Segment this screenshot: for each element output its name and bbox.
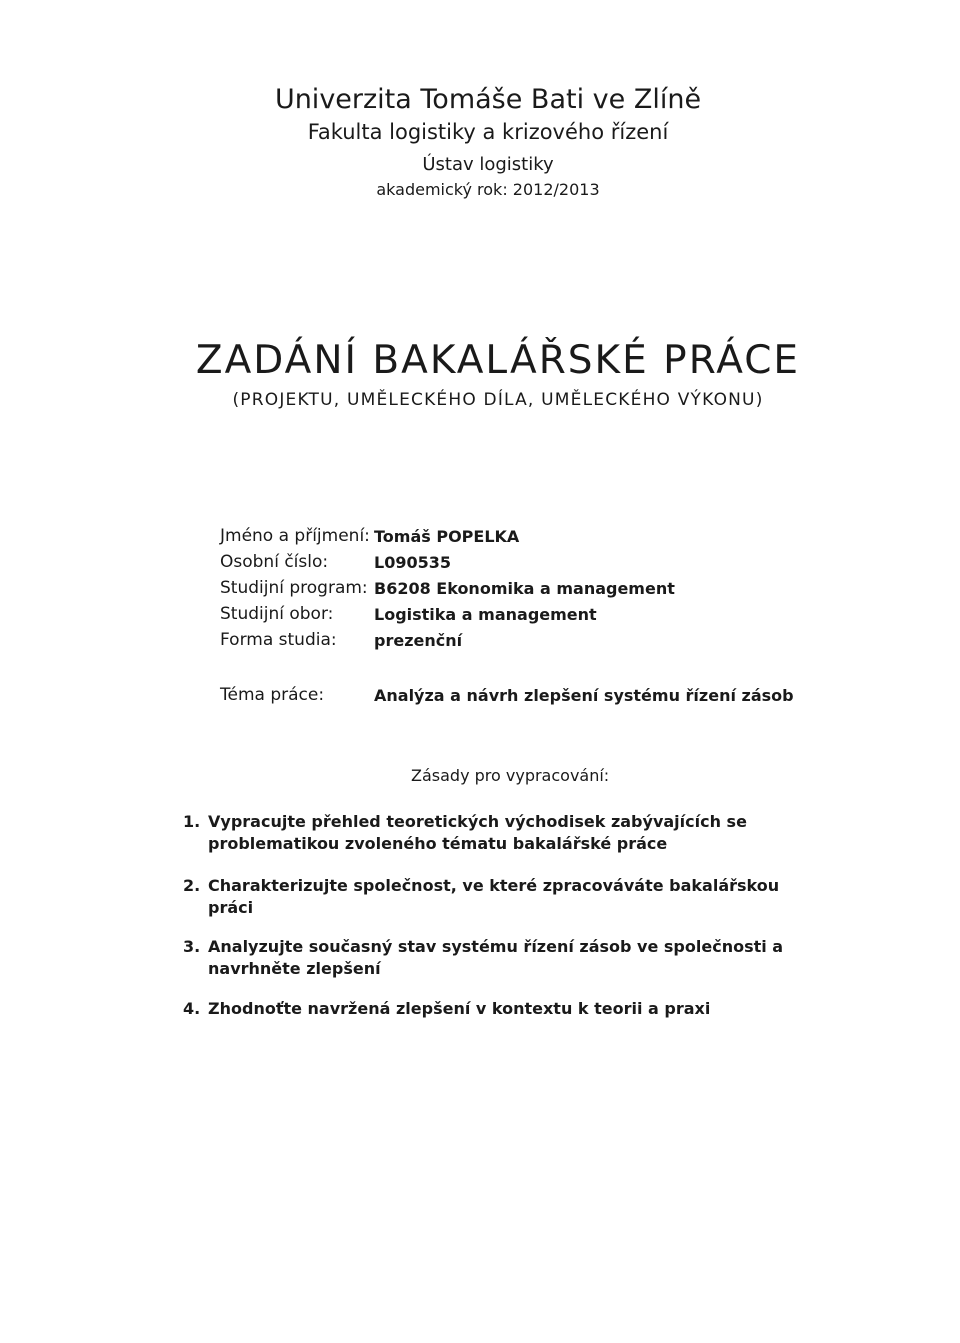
list-item-text: Zhodnoťte navržená zlepšení v kontextu k teorii a praxi (208, 999, 711, 1018)
info-label: Osobní číslo: (220, 552, 329, 572)
list-item (183, 998, 803, 1020)
list-item (183, 936, 803, 980)
list-item-number: 1. (183, 812, 201, 831)
list-item-number: 2. (183, 876, 201, 895)
topic-label: Téma práce: (220, 685, 325, 705)
info-label: Forma studia: (220, 630, 337, 650)
list-item (183, 811, 803, 855)
info-label: Studijní program: (220, 578, 368, 598)
info-row-study-program (220, 575, 675, 601)
principles-list (183, 811, 803, 1020)
info-value: B6208 Ekonomika a management (374, 578, 675, 598)
list-item-text: Charakterizujte společnost, ve které zpracováváte bakalářskou práci (208, 876, 780, 917)
institute-name: Ústav logistiky (422, 154, 554, 175)
thesis-topic (220, 682, 794, 708)
university-name: Univerzita Tomáše Bati ve Zlíně (274, 84, 702, 115)
info-value: Tomáš POPELKA (374, 526, 520, 546)
info-row-name (220, 523, 675, 549)
faculty-name: Fakulta logistiky a krizového řízení (307, 120, 669, 144)
academic-year: akademický rok: 2012/2013 (376, 180, 600, 199)
info-label: Studijní obor: (220, 604, 334, 624)
info-value: prezenční (374, 630, 463, 650)
principles-heading: Zásady pro vypracování: (411, 766, 610, 785)
list-item-number: 3. (183, 937, 201, 956)
student-info-table (220, 523, 675, 653)
document-subtitle: (PROJEKTU, UMĚLECKÉHO DÍLA, UMĚLECKÉHO VÝKONU) (232, 390, 764, 410)
list-item (183, 875, 803, 919)
list-item-number: 4. (183, 999, 201, 1018)
list-item-text: Analyzujte současný stav systému řízení zásob ve společnosti a navrhněte zlepšení (208, 937, 784, 978)
info-label: Jméno a příjmení: (220, 526, 370, 546)
topic-value: Analýza a návrh zlepšení systému řízení zásob (374, 685, 794, 705)
info-value: Logistika a management (374, 604, 597, 624)
info-row-personal-number (220, 549, 675, 575)
document-title: ZADÁNÍ BAKALÁŘSKÉ PRÁCE (195, 338, 801, 383)
list-item-text: Vypracujte přehled teoretických východisek zabývajících se problematikou zvoleného tématu bakalářské práce (208, 812, 747, 853)
info-row-study-field (220, 601, 675, 627)
info-value: L090535 (374, 552, 451, 572)
info-row-study-form (220, 627, 675, 653)
